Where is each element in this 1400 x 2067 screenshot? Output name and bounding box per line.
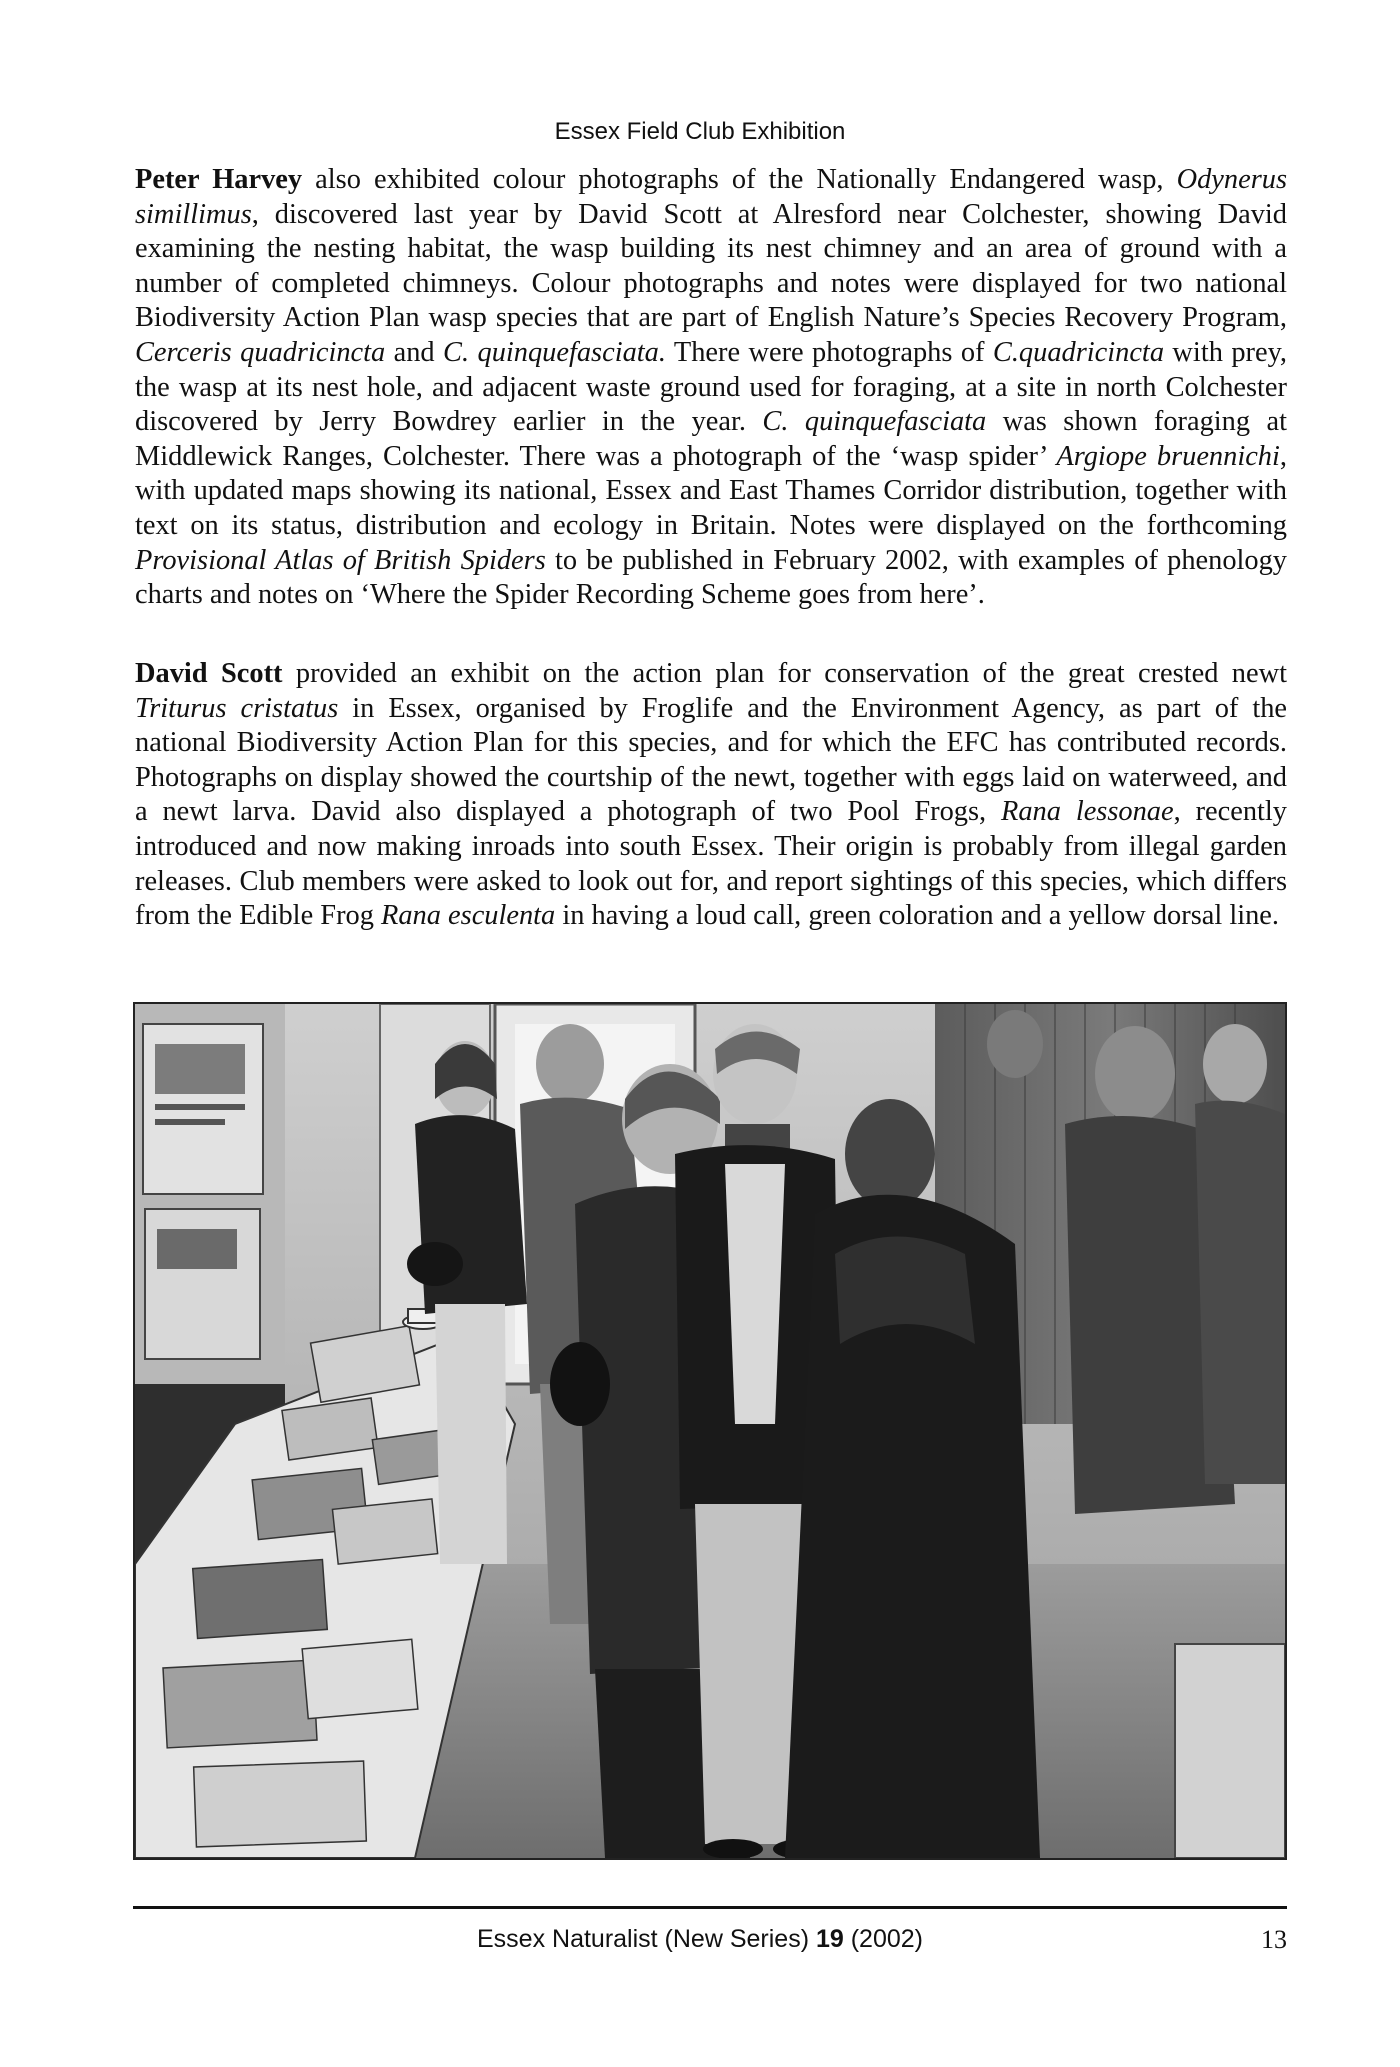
page-number: 13 <box>1261 1925 1287 1954</box>
author-name: Peter Harvey <box>135 164 303 195</box>
publication-year: (2002) <box>850 1925 923 1953</box>
italic-term: C. quinquefasciata <box>762 406 987 438</box>
text-run: in having a loud call, green coloration and a yellow dorsal line. <box>555 900 1280 932</box>
paragraph-peter-harvey <box>135 163 1287 613</box>
text-run: and <box>385 336 444 368</box>
volume-number: 19 <box>815 1925 844 1953</box>
italic-term: C. quinquefasciata. <box>443 336 666 368</box>
text-run: , discovered last year by David Scott at Alresford near Colchester, showing David examining the nesting habitat, the wasp building its nest chimney and an area of ground with a number of completed chimneys. Colour photographs and notes were displayed for two national Biodiversity Action Plan wasp species that are part of English Nature’s Species Recovery Program, <box>135 198 1287 334</box>
text-run: to be published in February 2002, with examples of phenology charts and notes on ‘Where the Spider Recording Scheme goes from here’. <box>135 544 1287 611</box>
text-run: was shown foraging at Middlewick Ranges, Colchester. There was a photograph of the ‘wasp spider’ <box>135 406 1287 472</box>
journal-title: Essex Naturalist (New Series) <box>476 1925 810 1953</box>
italic-term: C.quadricincta <box>992 336 1165 368</box>
running-header: Essex Field Club Exhibition <box>554 118 846 145</box>
italic-term: Rana esculenta <box>381 900 556 932</box>
italic-term: Cerceris quadricincta <box>135 336 386 368</box>
paragraph-david-scott <box>135 657 1287 934</box>
journal-citation <box>0 1925 1400 1954</box>
italic-term: Odynerus simillimus <box>135 164 1287 230</box>
text-run: in Essex, organised by Froglife and the Environment Agency, as part of the national Biodiversity Action Plan for this species, and for which the EFC has contributed records. Photographs on display showed the courtship of the newt, together with eggs laid on waterweed, and a newt larva. David also displayed a photograph of two Pool Frogs, <box>135 692 1287 828</box>
italic-term: Provisional Atlas of British Spiders <box>135 544 546 576</box>
italic-term: Argiope bruennichi <box>1056 440 1280 472</box>
text-run: , recently introduced and now making inroads into south Essex. Their origin is probably from illegal garden releases. Club members were asked to look out for, and report sightings of this species, which differs from the Edible Frog <box>135 796 1287 932</box>
text-run: provided an exhibit on the action plan for conservation of the great crested newt <box>282 658 1287 689</box>
text-run: with prey, the wasp at its nest hole, and adjacent waste ground used for foraging, at a site in north Colchester discovered by Jerry Bowdrey earlier in the year. <box>135 336 1288 438</box>
text-run: There were photographs of <box>665 336 993 368</box>
text-run: , with updated maps showing its national, Essex and East Thames Corridor distribution, together with text on its status, distribution and ecology in Britain. Notes were displayed on the forthcoming <box>135 440 1287 541</box>
author-name: David Scott <box>135 658 283 689</box>
italic-term: Rana lessonae <box>1001 796 1174 828</box>
text-run: also exhibited colour photographs of the Nationally Endangered wasp, <box>302 164 1177 195</box>
footer-rule <box>133 1906 1287 1909</box>
exhibition-photograph <box>133 1002 1287 1860</box>
italic-term: Triturus cristatus <box>135 692 339 724</box>
